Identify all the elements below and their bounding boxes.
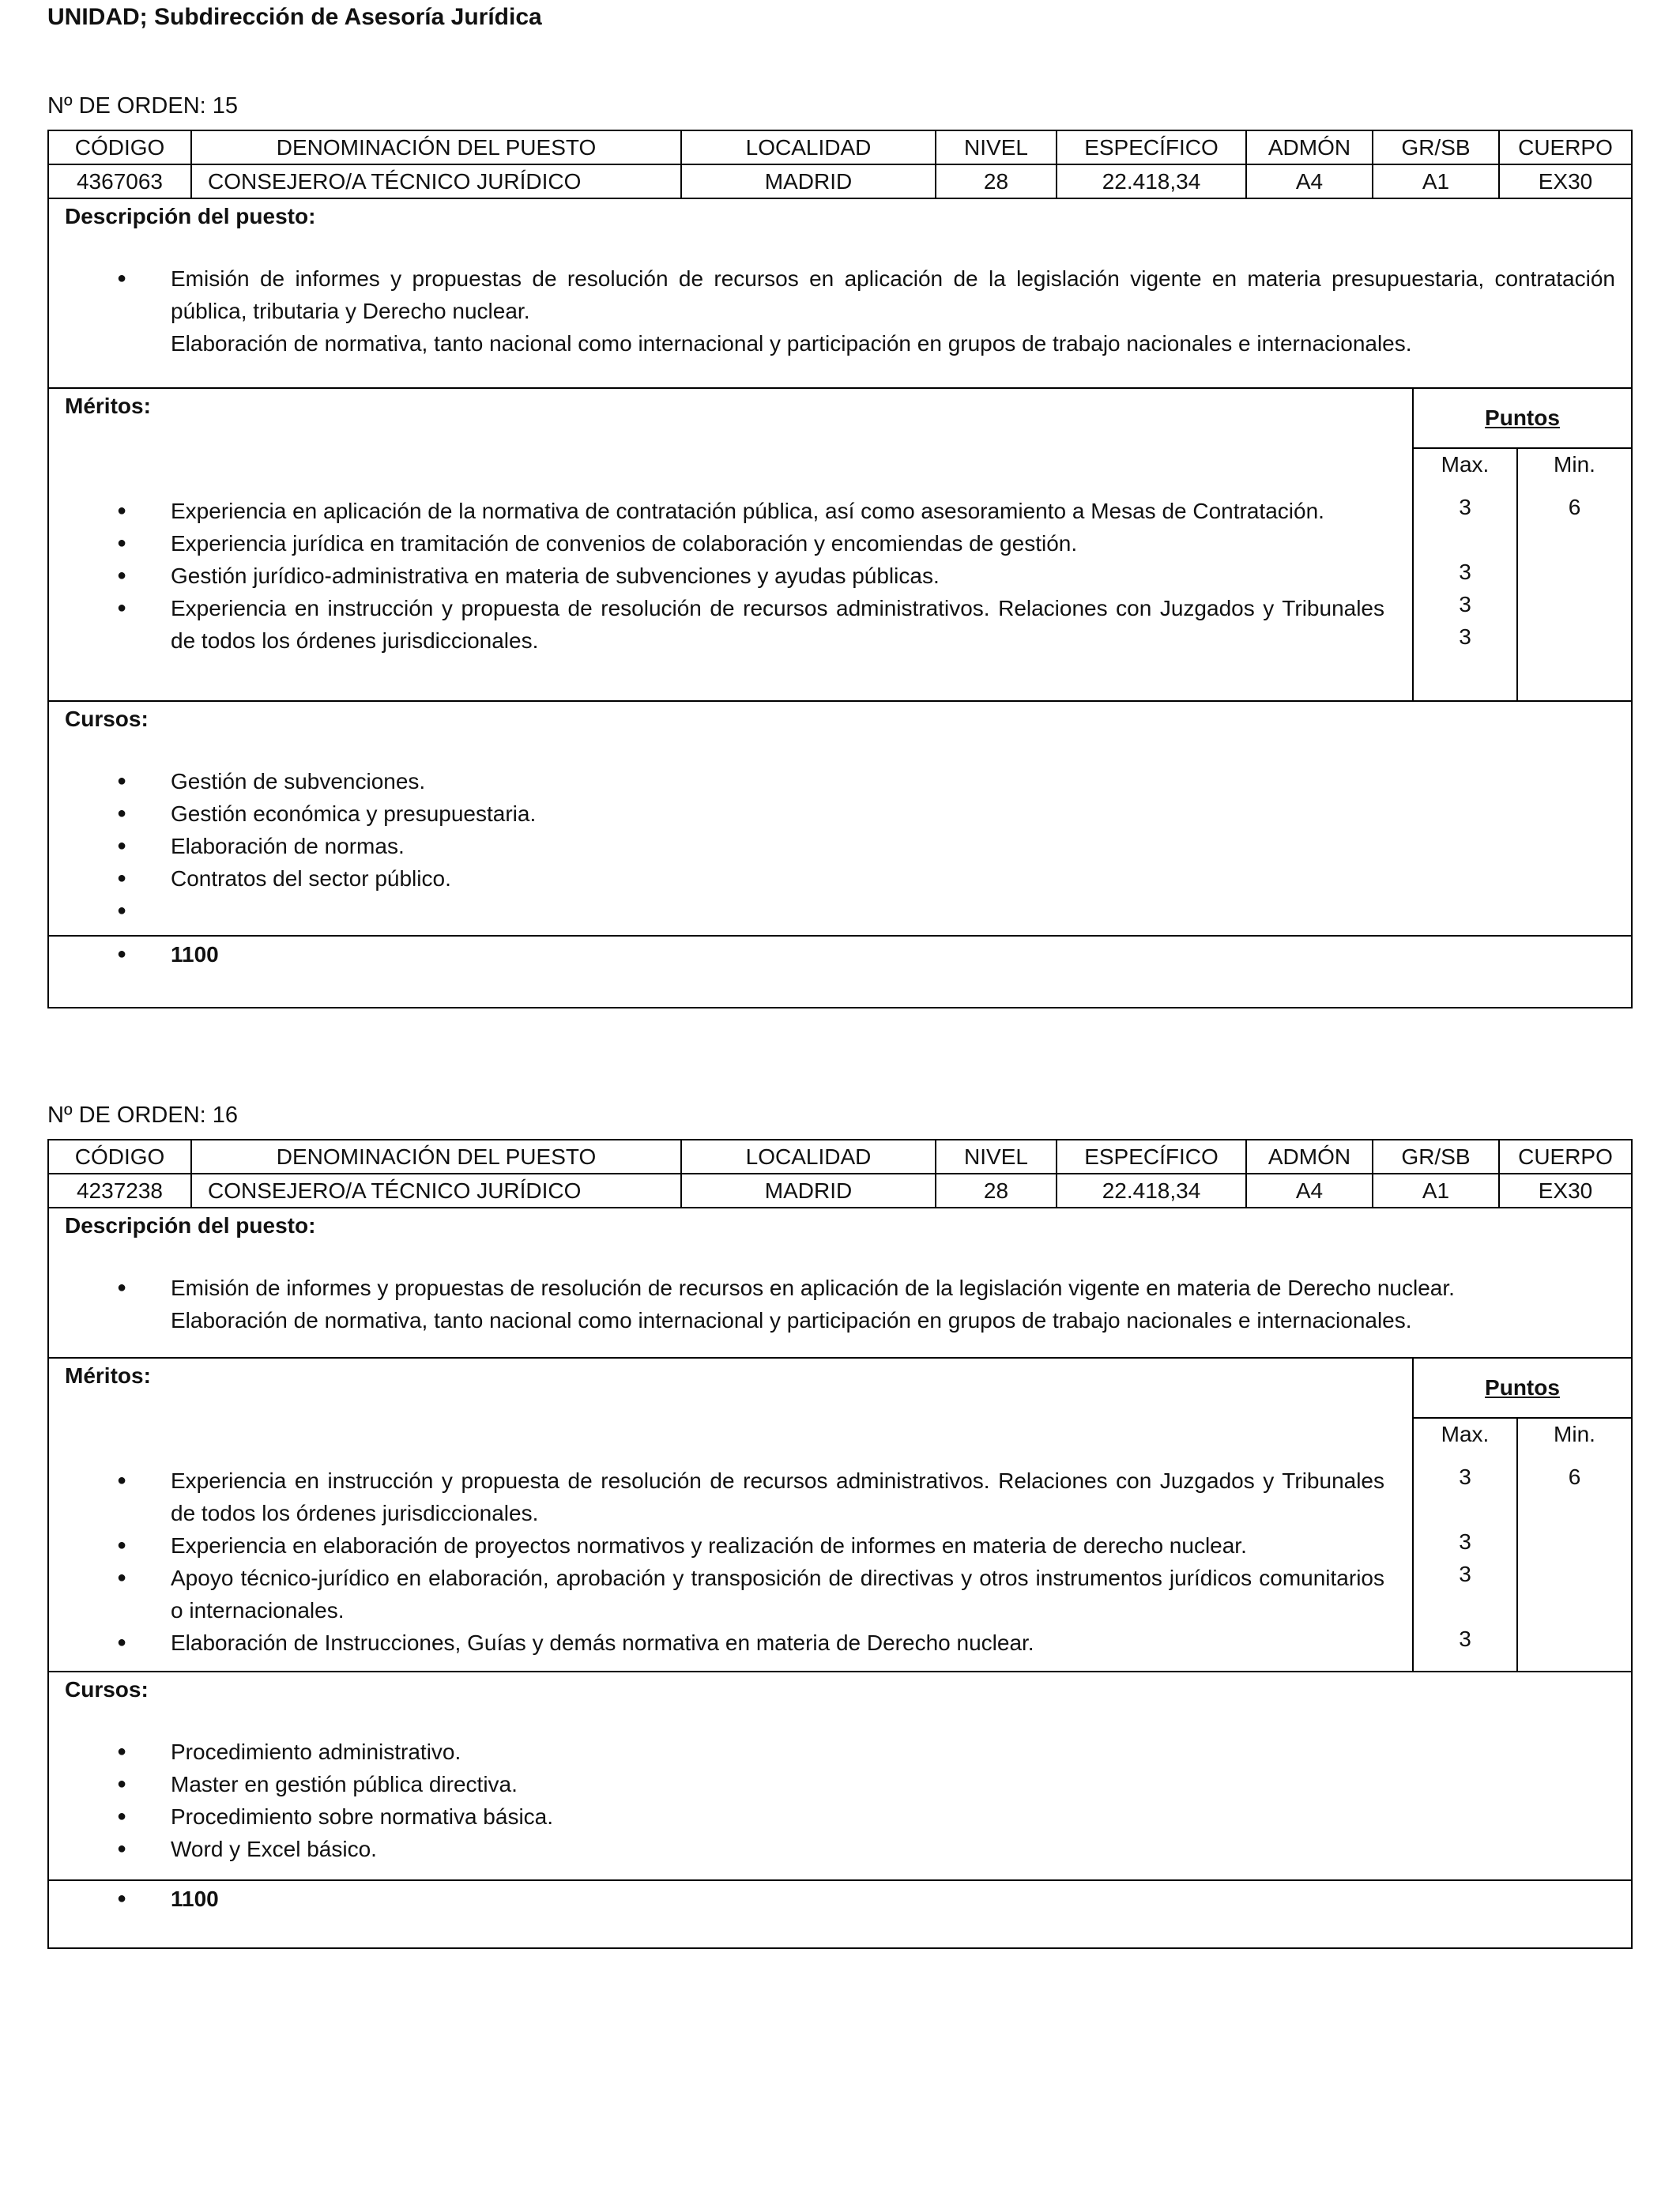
value-nivel: 28 xyxy=(936,1174,1057,1207)
cursos-section xyxy=(49,702,1631,937)
max-label: Max. xyxy=(1441,452,1490,477)
header-localidad: LOCALIDAD xyxy=(682,1140,936,1173)
curso-item: ● Master en gestión pública directiva. xyxy=(49,1768,553,1800)
value-denominacion: CONSEJERO/A TÉCNICO JURÍDICO xyxy=(192,165,682,198)
header-nivel: NIVEL xyxy=(936,1140,1057,1173)
value-codigo: 4237238 xyxy=(49,1174,192,1207)
header-especifico: ESPECÍFICO xyxy=(1057,131,1247,164)
meritos-label: Méritos: xyxy=(65,1363,151,1388)
puntos-panel xyxy=(1414,389,1631,700)
min-label: Min. xyxy=(1554,452,1595,477)
descripcion-item: ● Emisión de informes y propuestas de resolución de recursos en aplicación de la legislación vigente en materia presupuestaria, contratación pública, tributaria y Derecho nuclear. Elaboración de normativa, tanto nacional como internacional y participación en grupos de trabajo nacionales e internacionales. xyxy=(49,262,1615,360)
value-denominacion: CONSEJERO/A TÉCNICO JURÍDICO xyxy=(192,1174,682,1207)
puntos-min-column xyxy=(1518,1419,1631,1671)
header-denominacion: DENOMINACIÓN DEL PUESTO xyxy=(192,1140,682,1173)
value-especifico: 22.418,34 xyxy=(1057,1174,1247,1207)
max-value: 3 xyxy=(1459,1465,1471,1489)
value-localidad: MADRID xyxy=(682,1174,936,1207)
max-value: 3 xyxy=(1459,592,1471,616)
header-codigo: CÓDIGO xyxy=(49,1140,192,1173)
puntos-max-column xyxy=(1414,449,1518,700)
max-value: 3 xyxy=(1459,1562,1471,1586)
puntos-min-column xyxy=(1518,449,1631,700)
cursos-section xyxy=(49,1672,1631,1881)
min-value: 6 xyxy=(1568,1465,1581,1489)
orden-number: Nº DE ORDEN: 15 xyxy=(47,93,239,119)
curso-item: ● Elaboración de normas. xyxy=(49,830,536,862)
merito-item: ● Apoyo técnico-jurídico en elaboración, aprobación y transposición de directivas y otros instrumentos jurídicos comunitarios o internacionales. xyxy=(49,1562,1384,1627)
header-codigo: CÓDIGO xyxy=(49,131,192,164)
curso-item: ● Gestión económica y presupuestaria. xyxy=(49,797,536,830)
puntos-panel xyxy=(1414,1359,1631,1671)
final-code-section xyxy=(49,937,1631,1008)
value-codigo: 4367063 xyxy=(49,165,192,198)
descripcion-item: ● Emisión de informes y propuestas de resolución de recursos en aplicación de la legislación vigente en materia de Derecho nuclear. Elaboración de normativa, tanto nacional como internacional y participación en grupos de trabajo nacionales e internacionales. xyxy=(49,1272,1615,1336)
curso-item: ● Word y Excel básico. xyxy=(49,1833,553,1865)
value-grsb: A1 xyxy=(1373,1174,1500,1207)
header-row xyxy=(49,131,1631,165)
max-value: 3 xyxy=(1459,560,1471,584)
merito-item: ● Gestión jurídico-administrativa en materia de subvenciones y ayudas públicas. xyxy=(49,560,1384,592)
meritos-section xyxy=(49,389,1631,702)
header-cuerpo: CUERPO xyxy=(1518,134,1613,160)
curso-item: ● Contratos del sector público. xyxy=(49,862,536,895)
merito-item: ● Experiencia en instrucción y propuesta de resolución de recursos administrativos. Relaciones con Juzgados y Tribunales de todos los órdenes jurisdiccionales. xyxy=(49,592,1384,657)
value-row xyxy=(49,165,1631,199)
merito-item: ● Elaboración de Instrucciones, Guías y demás normativa en materia de Derecho nuclear. xyxy=(49,1627,1384,1659)
max-value: 3 xyxy=(1459,1529,1471,1554)
header-denominacion: DENOMINACIÓN DEL PUESTO xyxy=(192,131,682,164)
descripcion-section xyxy=(49,199,1631,389)
header-cuerpo: CUERPO xyxy=(1518,1144,1613,1169)
max-label: Max. xyxy=(1441,1422,1490,1446)
value-nivel: 28 xyxy=(936,165,1057,198)
cursos-label: Cursos: xyxy=(65,707,149,731)
orden-number: Nº DE ORDEN: 16 xyxy=(47,1103,239,1128)
puntos-label: Puntos xyxy=(1414,389,1631,449)
value-cuerpo: EX30 xyxy=(1538,1178,1593,1203)
value-cuerpo: EX30 xyxy=(1538,168,1593,194)
meritos-section xyxy=(49,1359,1631,1672)
max-value: 3 xyxy=(1459,495,1471,519)
puntos-label: Puntos xyxy=(1414,1359,1631,1419)
max-value: 3 xyxy=(1459,1627,1471,1651)
merito-item: ● Experiencia en aplicación de la normativa de contratación pública, así como asesoramiento a Mesas de Contratación. xyxy=(49,495,1384,527)
cursos-label: Cursos: xyxy=(65,1677,149,1702)
header-grsb: GR/SB xyxy=(1373,131,1500,164)
job-box xyxy=(47,130,1633,1008)
curso-item: ● Gestión de subvenciones. xyxy=(49,765,536,797)
max-value: 3 xyxy=(1459,624,1471,649)
value-admon: A4 xyxy=(1247,1174,1373,1207)
job-box xyxy=(47,1139,1633,1949)
puntos-max-column xyxy=(1414,1419,1518,1671)
meritos-label: Méritos: xyxy=(65,394,151,418)
header-especifico: ESPECÍFICO xyxy=(1057,1140,1247,1173)
value-row xyxy=(49,1174,1631,1208)
min-label: Min. xyxy=(1554,1422,1595,1446)
header-row xyxy=(49,1140,1631,1174)
merito-item: ● Experiencia en instrucción y propuesta de resolución de recursos administrativos. Relaciones con Juzgados y Tribunales de todos los órdenes jurisdiccionales. xyxy=(49,1465,1384,1529)
curso-item: ● Procedimiento administrativo. xyxy=(49,1736,553,1768)
min-value: 6 xyxy=(1568,495,1581,519)
final-code: ● 1100 xyxy=(49,1883,219,1915)
descripcion-label: Descripción del puesto: xyxy=(65,204,316,228)
value-grsb: A1 xyxy=(1373,165,1500,198)
header-admon: ADMÓN xyxy=(1247,1140,1373,1173)
header-nivel: NIVEL xyxy=(936,131,1057,164)
unit-title: UNIDAD; Subdirección de Asesoría Jurídica xyxy=(47,4,542,30)
value-especifico: 22.418,34 xyxy=(1057,165,1247,198)
value-localidad: MADRID xyxy=(682,165,936,198)
header-localidad: LOCALIDAD xyxy=(682,131,936,164)
header-admon: ADMÓN xyxy=(1247,131,1373,164)
header-grsb: GR/SB xyxy=(1373,1140,1500,1173)
curso-item xyxy=(49,895,536,927)
merito-item: ● Experiencia jurídica en tramitación de convenios de colaboración y encomiendas de gestión. xyxy=(49,527,1384,560)
descripcion-section xyxy=(49,1208,1631,1359)
descripcion-label: Descripción del puesto: xyxy=(65,1213,316,1238)
final-code-section xyxy=(49,1881,1631,1951)
final-code: ● 1100 xyxy=(49,938,219,971)
value-admon: A4 xyxy=(1247,165,1373,198)
merito-item: ● Experiencia en elaboración de proyectos normativos y realización de informes en materia de derecho nuclear. xyxy=(49,1529,1384,1562)
curso-item: ● Procedimiento sobre normativa básica. xyxy=(49,1800,553,1833)
